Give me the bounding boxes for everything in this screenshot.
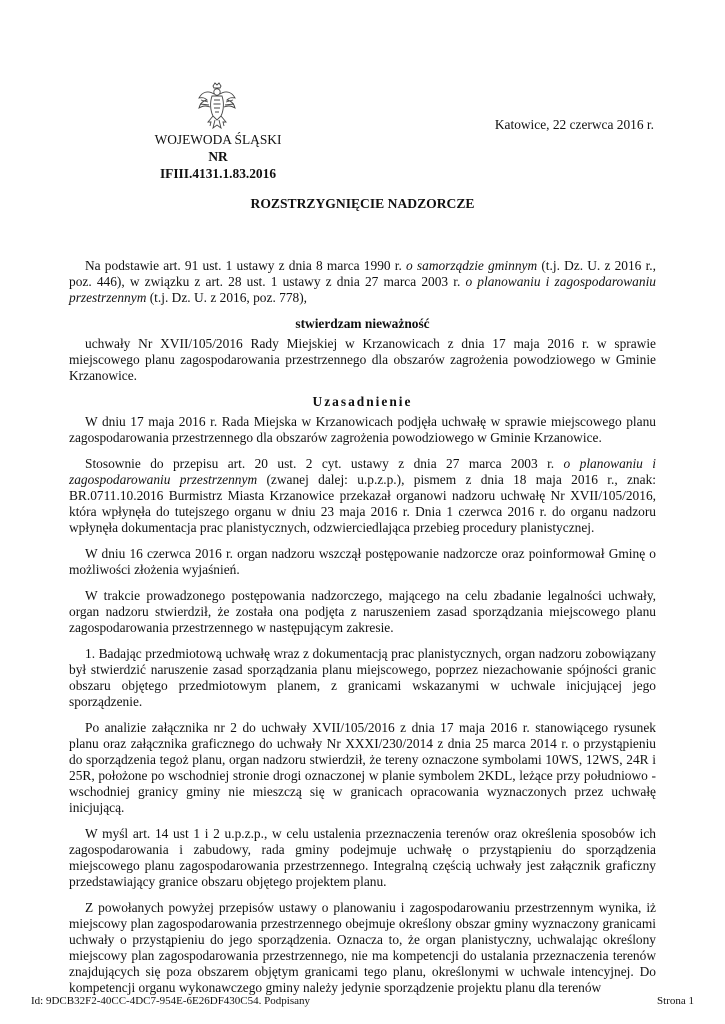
justification-paragraph-1: W dniu 17 maja 2016 r. Rada Miejska w Krzanowicach podjęła uchwałę w sprawie miejscowego planu zagospodarowania przestrzennego dla obszarów zagrożenia powodziowego w Gminie Krzanowice. bbox=[69, 414, 656, 445]
justification-paragraph-8: Z powołanych powyżej przepisów ustawy o planowaniu i zagospodarowaniu przestrzennym wynika, iż miejscowy plan zagospodarowania przestrzennego obejmuje określony obszar gminy wyznaczony granicami uchwały o przystąpieniu do jego sporządzenia. Oznacza to, że organ planistyczny, uchwalając określony miejscowy plan zagospodarowania przestrzennego, nie ma kompetencji do ustalania przeznaczenia terenów znajdujących się poza obszarem objętym granicami tego planu, określonymi w uchwale intencyjnej. Do kompetencji organu wykonawczego gminy należy jedynie sporządzenie projektu planu dla terenów bbox=[69, 900, 656, 995]
decision-paragraph: uchwały Nr XVII/105/2016 Rady Miejskiej w Krzanowicach z dnia 17 maja 2016 r. w sprawie miejscowego planu zagospodarowania przestrzennego dla obszarów zagrożenia powodziowego w Gminie Krzanowice. bbox=[69, 336, 656, 383]
justification-paragraph-2: Stosownie do przepisu art. 20 ust. 2 cyt. ustawy z dnia 27 marca 2003 r. o planowaniu i zagospodarowaniu przestrzennym (zwanej dalej: u.p.z.p.), pismem z dnia 18 maja 2016 r., znak: BR.0711.10.2016 Burmistrz Miasta Krzanowice przekazał organowi nadzoru uchwałę Nr XVII/105/2016, która wpłynęła do tutejszego organu w dniu 23 maja 2016 r. Dnia 1 czerwca 2016 r. do organu nadzoru wpłynęła dokumentacja prac planistycznych, odzwierciedlająca przebieg procedury planistycznej. bbox=[69, 456, 656, 535]
document-number: NR IFIII.4131.1.83.2016 bbox=[159, 149, 277, 181]
page-footer bbox=[31, 993, 694, 1009]
legal-basis-paragraph: Na podstawie art. 91 ust. 1 ustawy z dnia 8 marca 1990 r. o samorządzie gminnym (t.j. Dz. U. z 2016 r., poz. 446), w związku z art. 28 ust. 1 ustawy z dnia 27 marca 2003 r. o planowaniu i zagospodarowaniu przestrzennym (t.j. Dz. U. z 2016, poz. 778), bbox=[69, 258, 656, 305]
justification-paragraph-7: W myśl art. 14 ust 1 i 2 u.p.z.p., w celu ustalenia przeznaczenia terenów oraz określenia sposobów ich zagospodarowania i zabudowy, rada gminy podejmuje uchwałę o przystąpieniu do sporządzenia miejscowego planu zagospodarowania przestrzennego. Integralną częścią uchwały jest załącznik graficzny przedstawiający granice obszaru objętego projektem planu. bbox=[69, 826, 656, 889]
justification-paragraph-3: W dniu 16 czerwca 2016 r. organ nadzoru wszczął postępowanie nadzorcze oraz poinformował Gminę o możliwości złożenia wyjaśnień. bbox=[69, 546, 656, 577]
justification-paragraph-6: Po analizie załącznika nr 2 do uchwały XVII/105/2016 z dnia 17 maja 2016 r. stanowiącego rysunek planu oraz załącznika graficznego do uchwały Nr XXXI/230/2014 z dnia 25 marca 2014 r. o przystąpieniu do sporządzenia tegoż planu, organ nadzoru stwierdził, że tereny oznaczone symbolami 10WS, 12WS, 24R i 25R, położone po wschodniej stronie drogi oznaczonej w planie symbolem 2KDL, leżące przy południowo - wschodniej granicy gminy nie mieszczą się w granicach opracowania wyznaczonych przez uchwałę inicjującą. bbox=[69, 720, 656, 815]
polish-eagle-emblem-icon bbox=[196, 82, 238, 130]
document-body bbox=[69, 258, 656, 1006]
document-title: ROZSTRZYGNIĘCIE NADZORCZE bbox=[250, 196, 475, 211]
place-and-date: Katowice, 22 czerwca 2016 r. bbox=[494, 117, 654, 132]
justification-paragraph-5: 1. Badając przedmiotową uchwałę wraz z dokumentacją prac planistycznych, organ nadzoru zobowiązany był stwierdzić naruszenie zasad sporządzania planu miejscowego, poprzez niezachowanie spójności granic obszaru objętego przedmiotowym planem, z granicami wskazanymi w uchwale inicjującej jego sporządzenie. bbox=[69, 646, 656, 709]
issuer-name: WOJEWODA ŚLĄSKI bbox=[154, 132, 282, 147]
document-id: Id: 9DCB32F2-40CC-4DC7-954E-6E26DF430C54. Podpisany bbox=[31, 995, 310, 1007]
decision-heading: stwierdzam nieważność bbox=[295, 316, 430, 331]
justification-heading: Uzasadnienie bbox=[312, 394, 413, 409]
issuer-block bbox=[150, 131, 286, 182]
justification-paragraph-4: W trakcie prowadzonego postępowania nadzorczego, mającego na celu zbadanie legalności uchwały, organ nadzoru stwierdził, że została ona podjęta z naruszeniem zasad sporządzania miejscowego planu zagospodarowania przestrzennego w następującym zakresie. bbox=[69, 588, 656, 635]
page-number: Strona 1 bbox=[657, 995, 694, 1007]
